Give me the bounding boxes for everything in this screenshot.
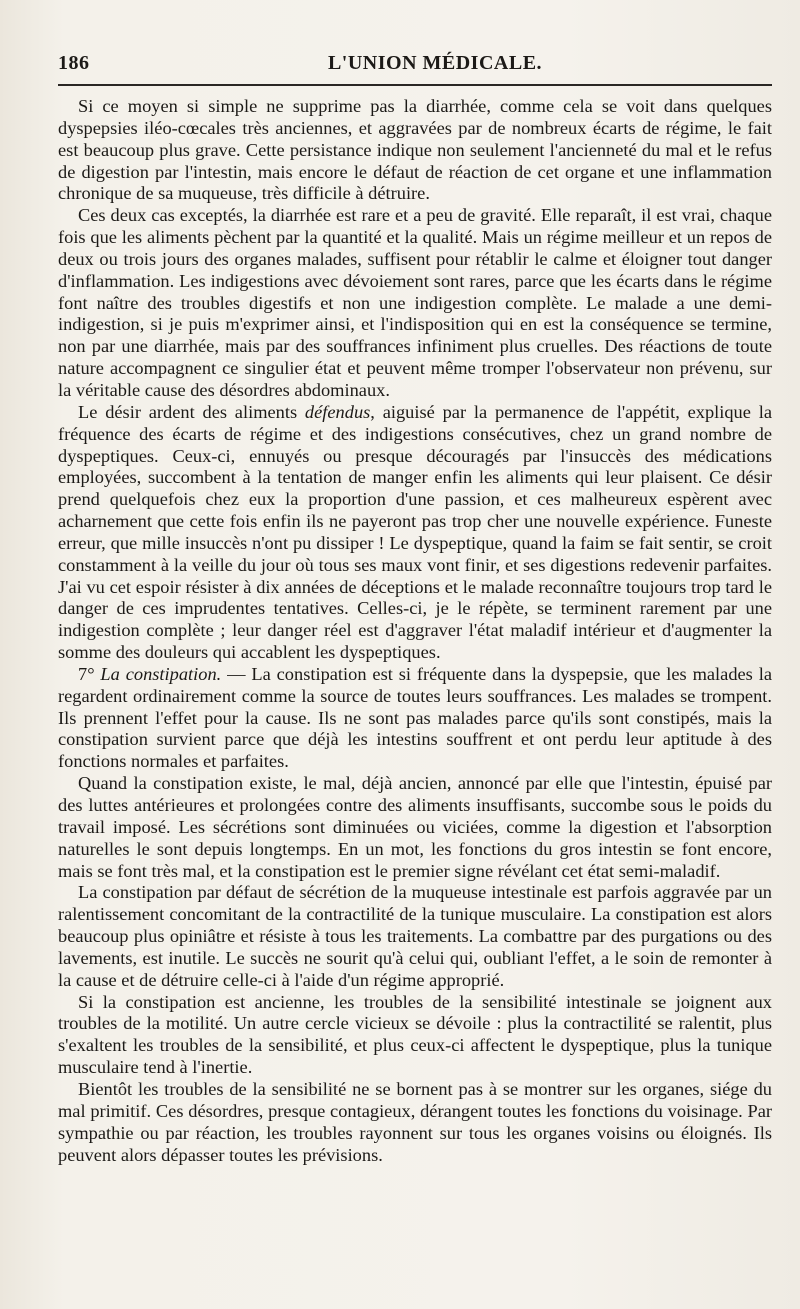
body-text [58, 96, 772, 1166]
paragraph-text-rest: , aiguisé par la permanence de l'appétit, explique la fréquence des écarts de régime et des indigestions consécutives, chez un grand nombre de dyspeptiques. Ceux-ci, ennuyés ou presque découragés par l'insuccès des médications employées, succombent à la tentation de manger enfin les aliments qui leur plaisent. Ce désir prend quelquefois chez eux la proportion d'une passion, et ces malheureux espèrent avec acharnement que cette fois enfin ils ne payeront pas trop cher une nouvelle expérience. Funeste erreur, que mille insuccès n'ont pu dissiper ! Le dyspeptique, quand la faim se fait sentir, se croit constamment à la veille du jour où tous ses maux vont finir, et ses digestions redevenir parfaites. J'ai vu cet espoir résister à dix années de déceptions et le malade reconnaître toujours trop tard le danger de ces imprudentes tentatives. Celles-ci, je le répète, se terminent rarement par une indigestion complète ; leur danger réel est d'aggraver l'état maladif intérieur et d'augmenter la somme des douleurs qui accablent les dyspeptiques. [58, 401, 772, 663]
paragraph-diarrhee-persistance: Si ce moyen si simple ne supprime pas la diarrhée, comme cela se voit dans quelques dyspepsies iléo-cœcales très anciennes, et aggravées par de nombreux écarts de régime, le fait est beaucoup plus grave. Cette persistance indique non seulement l'ancienneté du mal et le refus de digestion par l'intestin, mais encore le défaut de réaction de cet organe et une inflammation chronique de sa muqueuse, très difficile à détruire. [58, 96, 772, 204]
page-header [58, 52, 772, 80]
paragraph-text-start: Le désir ardent des aliments [78, 401, 305, 422]
paragraph-troubles-sensibilite: Bientôt les troubles de la sensibilité ne se bornent pas à se montrer sur les organes, siége du mal primitif. Ces désordres, presque contagieux, dérangent toutes les fonctions du voisinage. Par sympathie ou par réaction, les troubles rayonnent sur tous les organes voisins ou éloignés. Ils peuvent alors dépasser toutes les prévisions. [58, 1078, 772, 1165]
running-title: L'UNION MÉDICALE. [327, 52, 543, 74]
paragraph-constipation-ancienne: Si la constipation est ancienne, les troubles de la sensibilité intestinale se joignent aux troubles de la motilité. Un autre cercle vicieux se dévoile : plus la contractilité se ralentit, plus s'exaltent les troubles de la sensibilité, et plus ceux-ci affectent le dyspeptique, plus la tunique musculaire tend à l'inertie. [58, 991, 772, 1078]
paragraph-constipation-heading [58, 664, 772, 773]
section-number: 7° [78, 663, 101, 684]
header-rule [58, 84, 772, 86]
paragraph-diarrhee-rare: Ces deux cas exceptés, la diarrhée est rare et a peu de gravité. Elle reparaît, il est vrai, chaque fois que les aliments pèchent par la quantité et la qualité. Mais un régime meilleur et un repos de deux ou trois jours des organes malades, suffisent pour rétablir le calme et éloigner tout danger d'inflammation. Les indigestions avec dévoiement sont rares, parce que les écarts dans le régime font naître des troubles digestifs et non une indigestion complète. Le malade a une demi-indigestion, si je puis m'exprimer ainsi, et l'indisposition qui en est la conséquence se termine, non par une diarrhée, mais par des souffrances infiniment plus cruelles. Des réactions de toute nature accompagnent ce singulier état et peuvent même tromper l'observateur non prévenu, sur la véritable cause des désordres abdominaux. [58, 205, 772, 400]
emphasis-defendus: défendus [304, 401, 371, 422]
paragraph-text-rest: — La constipation est si fréquente dans la dyspepsie, que les malades la regardent ordinairement comme la source de toutes leurs souffrances. Les malades se trompent. Ils prennent l'effet pour la cause. Ils ne sont pas malades parce qu'ils sont constipés, mais la constipation survient parce que déjà les intestins souffrent et ont perdu leur aptitude à des fonctions normales et parfaites. [58, 663, 772, 772]
page-number: 186 [58, 52, 90, 74]
paragraph-constipation-existe: Quand la constipation existe, le mal, déjà ancien, annoncé par elle que l'intestin, épuisé par des luttes antérieures et prolongées contre des aliments insuffisants, succombe sous le poids du travail imposé. Les sécrétions sont diminuées ou viciées, comme la digestion et l'absorption naturelles le sont depuis longtemps. En un mot, les fonctions du gros intestin se font encore, mais se font très mal, et la constipation est le premier signe révélant cet état semi-maladif. [58, 773, 772, 881]
paragraph-defaut-secretion: La constipation par défaut de sécrétion de la muqueuse intestinale est parfois aggravée par un ralentissement concomitant de la contractilité de la tunique musculaire. La constipation est alors beaucoup plus opiniâtre et résiste à tous les traitements. La combattre par des purgations ou des lavements, est inutile. Le succès ne sourit qu'à celui qui, oubliant l'effet, a le soin de remonter à la cause et de détruire celle-ci à l'aide d'un régime approprié. [58, 882, 772, 990]
paragraph-desir-aliments [58, 402, 772, 664]
section-title: La constipation. [100, 663, 222, 684]
